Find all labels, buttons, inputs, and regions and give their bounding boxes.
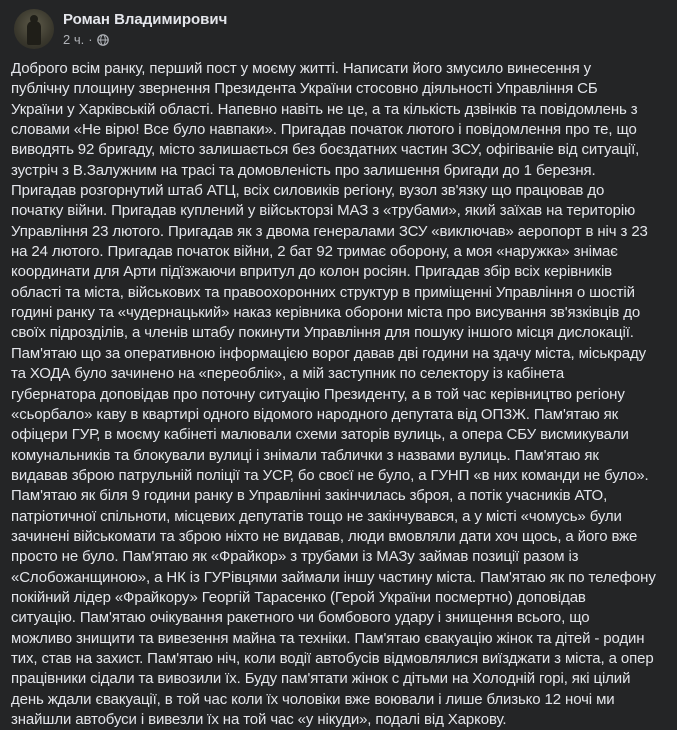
globe-icon[interactable] [97,34,109,46]
meta-separator: · [88,32,93,47]
post-text: Доброго всім ранку, перший пост у моєму житті. Написати його змусило винесення у публічну площину звернення Президента України стосовно діяльності Управління СБ України у Харківській області. Напевно навіть не це, а та кількість дзвінків та повідомлень з словами «Не вірю! Все було навпаки». Пригадав початок лютого і повідомлення про те, що виводять 92 бригаду, місто залишається без боєздатних частин ЗСУ, офігіваніе від ситуації, зустріч з В.Залужним на трасі та домовленість про залишення бригади до 1 березня. Пригадав розгорнутий штаб АТЦ, всіх силовиків регіону, вузол зв'язку що працював до початку війни. Пригадав куплений у військторзі МАЗ з «трубами», який заїхав на територію Управління 23 лютого. Пригадав як з двома генералами ЗСУ «виключав» аеропорт в ніч з 23 на 24 лютого. Пригадав початок війни, 2 бат 92 тримає оборону, а моя «наружка» знімає координати для Арти підїзжаючи впритул до колон росіян. Пригадав збір всіх керівників області та міста, військових та правоохоронних структур в приміщенні Управління о шостій годині ранку та «чудернацький» наказ керівника оборони міста про висування зв'язківців до своїх підрозділів, а членів штабу покинути Управління для пошуку іншого місця дислокації. Пам'ятаю що за оперативною інформацією ворог давав дві години на здачу міста, міськраду та ХОДА було зачинено на «переоблік», а мій заступник по селектору із кабінета губернатора доповідав про поточну ситуацію Президенту, а в той час керівництво регіону «сьорбало» каву в квартирі одного відомого народного депутата від ОПЗЖ. Пам'ятаю як офіцери ГУР, в моєму кабінеті малювали схеми заторів вулиць, а опера СБУ висмикували комунальників та блокували вулиці і знімали таблички з назвами вулиць. Пам'ятаю як видавав зброю патрульній поліції та УСР, бо своєї не було, а ГУНП «в них команди не було». Пам'ятаю як біля 9 години ранку в Управлінні закінчилась зброя, а потік учасників АТО, патріотичної спільноти, місцевих депутатів тощо не закінчувався, а у місті «чомусь» були зачинені військомати та зброю ніхто не видавав, люди вмовляли дати хоч щось, а його вже просто не було. Пам'ятаю як «Фрайкор» з трубами із МАЗу займав позиції разом із «Слобожанщиною», а НК із ГУРівцями займали іншу частину міста. Пам'ятаю як по телефону покійний лідер «Фрайкору» Георгій Тарасенко (Герой України посмертно) доповідав ситуацію. Пам'ятаю очікування ракетного чи бомбового удару і знищення всього, що можливо знищити та вивезення майна та техніки. Пам'ятаю євакуацію жінок та дітей - родин тих, став на захист. Пам'ятаю ніч, коли водії автобусів відмовлялися виїзджати з міста, а опер працівники сідали та вивозили їх. Буду пам'ятати жінок с дітьми на Холодній горі, які цілий день ждали євакуації, в той час коли їх чоловіки вже воювали і лише близько 12 ночі ми знайшли автобуси і вивезли їх на той час «у нікуди», подалі від Харкову. [11,60,656,728]
avatar-figure-body [27,21,41,45]
author-name[interactable]: Роман Владимирович [63,11,228,28]
post-meta [63,32,109,47]
post-timestamp[interactable]: 2 ч. [63,32,85,47]
author-avatar[interactable] [14,9,54,49]
